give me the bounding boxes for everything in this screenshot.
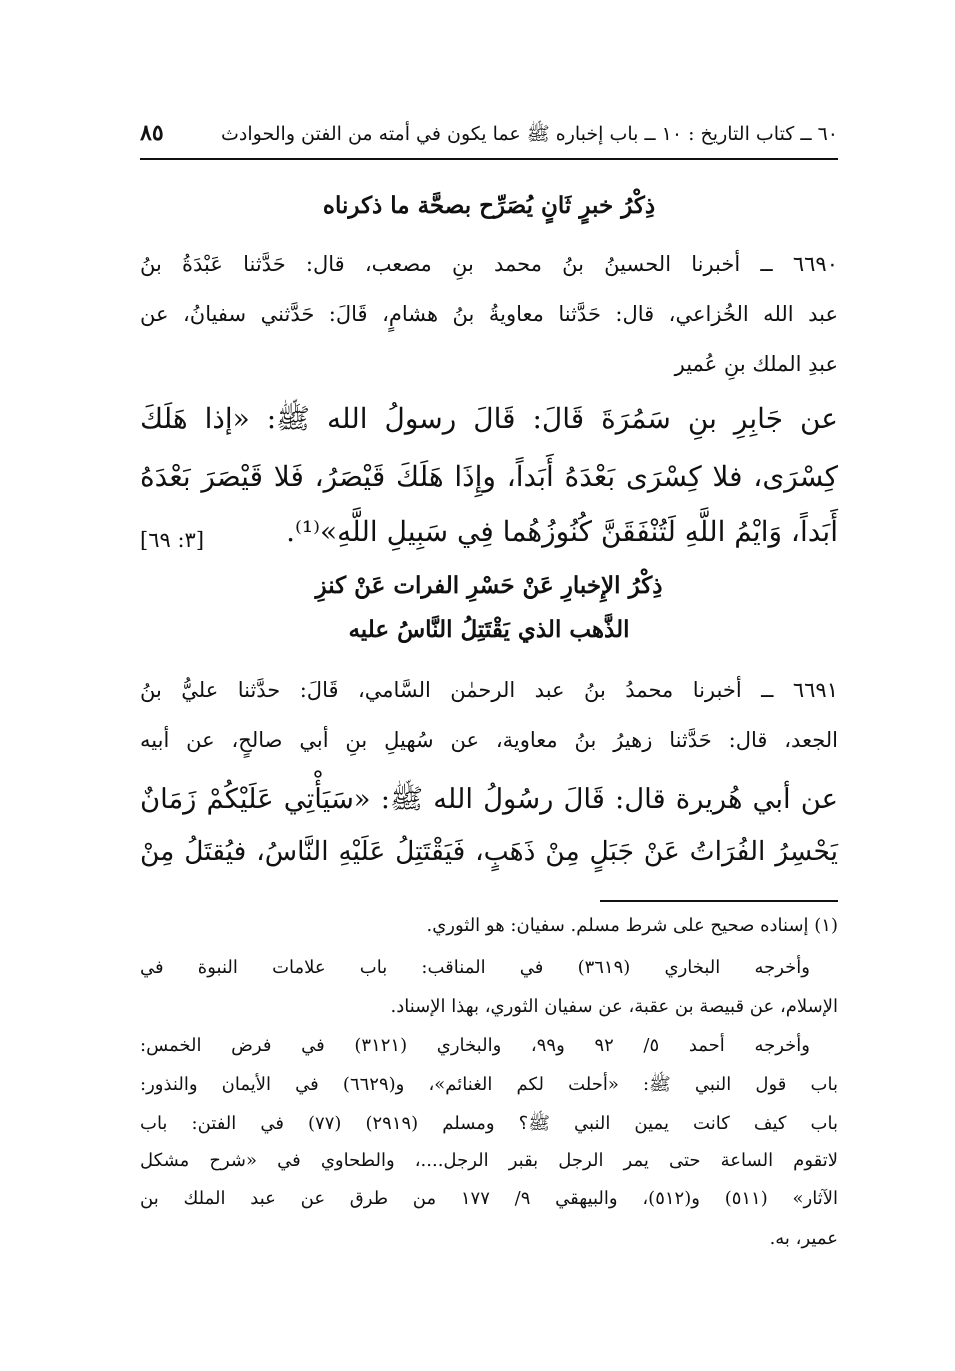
footnote-separator xyxy=(600,900,838,902)
hadith-6691-matn-line-2: يَحْسِرُ الفُرَاتُ عَنْ جَبَلٍ مِنْ ذَهَبٍ، فَيَقْتَتِلُ عَلَيْهِ النَّاسُ، فيُقتَلُ مِنْ xyxy=(140,836,838,867)
footnote-line-6: باب كيف كانت يمين النبي ﷺ؟ ومسلم (٢٩١٩) (٧٧) في الفتن: باب xyxy=(140,1113,838,1134)
footnote-line-8: الآثار» (٥١١) و(٥١٢)، والبيهقي ٩/ ١٧٧ من طرق عن عبد الملك بن xyxy=(140,1188,838,1209)
section-heading-1: ذِكْرُ خبرٍ ثَانٍ يُصَرِّح بصحَّة ما ذكرناه xyxy=(322,192,656,219)
footnote-line-7: لاتقوم الساعة حتى يمر الرجل بقبر الرجل....، والطحاوي في «شرح مشكل xyxy=(140,1150,838,1171)
section-heading-2-line-2: الذَّهب الذي يَقْتَتِلُ النَّاسُ عليه xyxy=(348,616,630,643)
hadith-6691-isnad-line-2: الجعد، قال: حَدَّثنا زهيرُ بنُ معاوية، عن سُهيلِ بنِ أبي صالحٍ، عن أبيه xyxy=(140,728,838,752)
hadith-6690-isnad-line-3: عبدِ الملك بنِ عُمير xyxy=(674,352,838,376)
footnote-line-9: عمير، به. xyxy=(769,1228,838,1249)
hadith-6690-reference: [٣: ٦٩] xyxy=(140,528,205,552)
footnote-line-1: (١) إسناده صحيح على شرط مسلم. سفيان: هو الثوري. xyxy=(426,915,838,936)
hadith-6690-matn-line-1: عن جَابِرِ بنِ سَمُرَةَ قَالَ: قَالَ رسولُ الله ﷺ: «إذا هَلَكَ xyxy=(140,402,838,435)
section-heading-2-line-1: ذِكْرُ الإِخبارِ عَنْ حَسْرِ الفرات عَنْ كنزِ xyxy=(315,572,663,599)
footnote-line-2: وأخرجه البخاري (٣٦١٩) في المناقب: باب علامات النبوة في xyxy=(140,957,810,978)
running-title: ٦٠ ــ كتاب التاريخ : ١٠ ــ باب إخباره ﷺ عما يكون في أمته من الفتن والحوادث xyxy=(221,123,838,145)
header-rule xyxy=(140,158,838,160)
hadith-6691-matn-line-1: عن أبي هُريرة قال: قَالَ رسُولُ الله ﷺ: «سَيَأْتِي عَلَيْكُمْ زَمَانٌ xyxy=(140,784,838,815)
footnote-line-4: وأخرجه أحمد ٥/ ٩٢ و٩٩، والبخاري (٣١٢١) في فرض الخمس: xyxy=(140,1035,810,1056)
hadith-6690-isnad-line-2: عبد الله الخُزاعي، قال: حَدَّثنا معاويةُ بنُ هشامٍ، قَالَ: حَدَّثني سفيانُ، عن xyxy=(140,302,838,326)
hadith-6690-isnad-line-1: ٦٦٩٠ ــ أخبرنا الحسينُ بنُ محمد بنِ مصعب، قال: حَدَّثنا عَبْدَةُ بنُ xyxy=(140,252,838,276)
page-number: ٨٥ xyxy=(140,120,164,146)
page-header xyxy=(140,118,838,154)
hadith-6690-matn-line-3: أَبَداً، وَايْمُ اللَّهِ لَتُنْفَقَنَّ كُنُوزُهُما فِي سَبِيلِ اللَّهِ»⁽¹⁾. xyxy=(286,515,838,548)
footnote-line-3: الإسلام، عن قبيصة بن عقبة، عن سفيان الثوري، بهذا الإسناد. xyxy=(390,996,838,1017)
hadith-6690-matn-line-2: كِسْرَى، فلا كِسْرَى بَعْدَهُ أَبَداً، وإِذَا هَلَكَ قَيْصَرُ، فَلا قَيْصَرَ بَعْدَهُ xyxy=(140,460,838,493)
footnote-line-5: باب قول النبي ﷺ: «أحلت لكم الغنائم»، و(٦٦٢٩) في الأيمان والنذور: xyxy=(140,1074,838,1095)
hadith-6691-isnad-line-1: ٦٦٩١ ــ أخبرنا محمدُ بنُ عبد الرحمٰن السَّامي، قَالَ: حدَّثنا عليُّ بنُ xyxy=(140,678,838,702)
